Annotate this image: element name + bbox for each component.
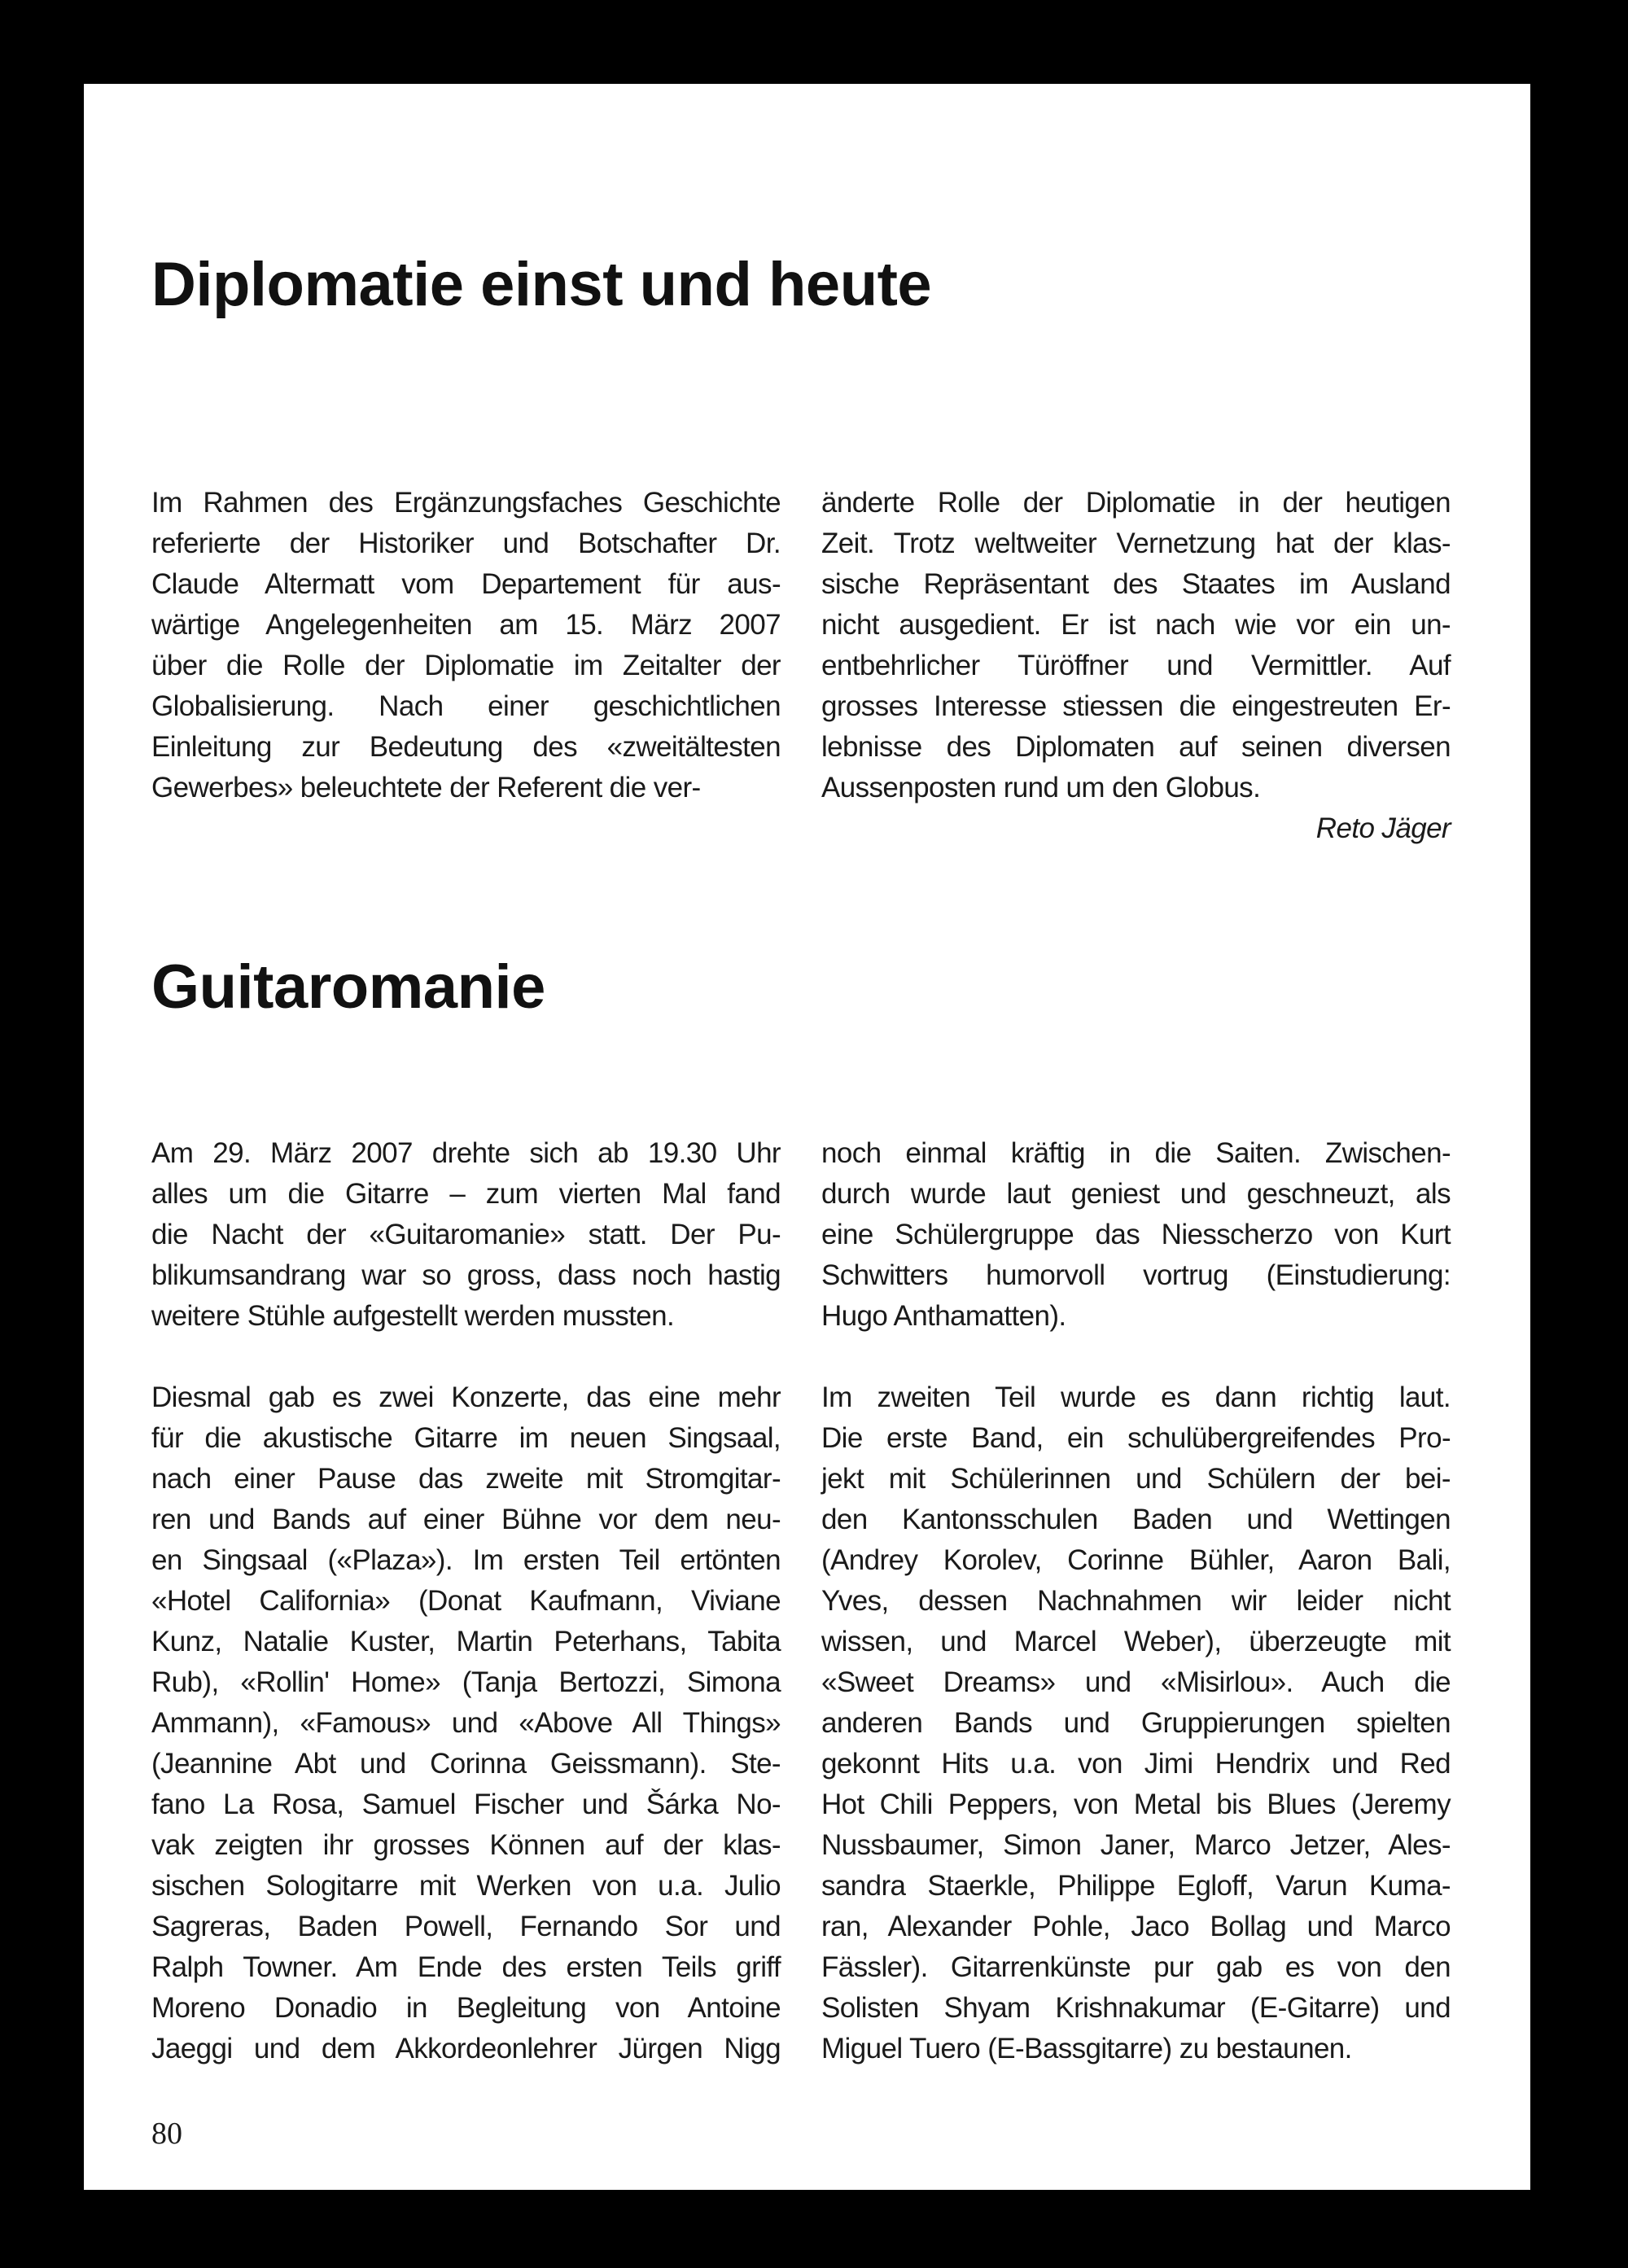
text-line: nicht ausgedient. Er ist nach wie vor ein un- xyxy=(821,609,1451,641)
text-line: Yves, dessen Nachnahmen wir leider nicht xyxy=(821,1585,1451,1617)
text-line: Aussenposten rund um den Globus. xyxy=(821,772,1261,803)
text-line: Hugo Anthamatten). xyxy=(821,1300,1066,1332)
text-line: jekt mit Schülerinnen und Schülern der bei- xyxy=(821,1463,1451,1495)
diplomatie-left-column xyxy=(151,483,781,808)
text-line: nach einer Pause das zweite mit Stromgitar- xyxy=(151,1463,781,1495)
diplomatie-right-column xyxy=(821,483,1451,808)
text-line: Globalisierung. Nach einer geschichtlichen xyxy=(151,690,781,722)
text-line: grosses Interesse stiessen die eingestreuten Er- xyxy=(821,690,1451,722)
author-block xyxy=(821,808,1451,849)
text-line: Gewerbes» beleuchtete der Referent die ver- xyxy=(151,772,701,803)
text-line: Jaeggi und dem Akkordeonlehrer Jürgen Nigg xyxy=(151,2033,781,2064)
article-title-diplomatie: Diplomatie einst und heute xyxy=(151,250,932,319)
article-title-guitaromanie: Guitaromanie xyxy=(151,952,545,1022)
text-line: alles um die Gitarre – zum vierten Mal fand xyxy=(151,1178,781,1210)
text-line: Im zweiten Teil wurde es dann richtig laut. xyxy=(821,1381,1451,1413)
text-line: Schwitters humorvoll vortrug (Einstudierung: xyxy=(821,1259,1451,1291)
text-line: Im Rahmen des Ergänzungsfaches Geschichte xyxy=(151,487,781,519)
text-line: Ammann), «Famous» und «Above All Things» xyxy=(151,1707,781,1739)
text-line: sandra Staerkle, Philippe Egloff, Varun Kuma- xyxy=(821,1870,1451,1902)
text-line: Ralph Towner. Am Ende des ersten Teils griff xyxy=(151,1951,781,1983)
page-number: 80 xyxy=(151,2117,182,2151)
text-line: ran, Alexander Pohle, Jaco Bollag und Marco xyxy=(821,1911,1451,1942)
text-line: änderte Rolle der Diplomatie in der heutigen xyxy=(821,487,1451,519)
text-line: Fässler). Gitarrenkünste pur gab es von den xyxy=(821,1951,1451,1983)
guitaromanie-left-p2 xyxy=(151,1377,781,2069)
text-line: vak zeigten ihr grosses Können auf der klas- xyxy=(151,1829,781,1861)
text-line: «Sweet Dreams» und «Misirlou». Auch die xyxy=(821,1666,1451,1698)
text-line: Kunz, Natalie Kuster, Martin Peterhans, Tabita xyxy=(151,1626,781,1657)
text-line: Die erste Band, ein schulübergreifendes Pro- xyxy=(821,1422,1451,1454)
text-line: blikumsandrang war so gross, dass noch hastig xyxy=(151,1259,781,1291)
guitaromanie-left-p1 xyxy=(151,1133,781,1337)
text-line: entbehrlicher Türöffner und Vermittler. Auf xyxy=(821,650,1451,681)
text-line: lebnisse des Diplomaten auf seinen diversen xyxy=(821,731,1451,763)
text-line: (Andrey Korolev, Corinne Bühler, Aaron Bali, xyxy=(821,1544,1451,1576)
text-line: Solisten Shyam Krishnakumar (E-Gitarre) und xyxy=(821,1992,1451,2024)
text-line: Miguel Tuero (E-Bassgitarre) zu bestaunen. xyxy=(821,2033,1352,2064)
text-line: ren und Bands auf einer Bühne vor dem neu- xyxy=(151,1504,781,1535)
document-page xyxy=(84,84,1530,2190)
text-line: Moreno Donadio in Begleitung von Antoine xyxy=(151,1992,781,2024)
text-line: wärtige Angelegenheiten am 15. März 2007 xyxy=(151,609,781,641)
text-line: Hot Chili Peppers, von Metal bis Blues (Jeremy xyxy=(821,1789,1451,1820)
text-line: eine Schülergruppe das Niesscherzo von Kurt xyxy=(821,1219,1451,1250)
text-line: Claude Altermatt vom Departement für aus- xyxy=(151,568,781,600)
text-line: noch einmal kräftig in die Saiten. Zwischen- xyxy=(821,1137,1451,1169)
text-line: anderen Bands und Gruppierungen spielten xyxy=(821,1707,1451,1739)
text-line: wissen, und Marcel Weber), überzeugte mit xyxy=(821,1626,1451,1657)
text-line: Einleitung zur Bedeutung des «zweitältesten xyxy=(151,731,781,763)
text-line: en Singsaal («Plaza»). Im ersten Teil ertönten xyxy=(151,1544,781,1576)
author-signature: Reto Jäger xyxy=(1315,812,1451,844)
text-line: Zeit. Trotz weltweiter Vernetzung hat der klas- xyxy=(821,528,1451,559)
guitaromanie-right-p2 xyxy=(821,1377,1451,2069)
text-line: gekonnt Hits u.a. von Jimi Hendrix und Red xyxy=(821,1748,1451,1780)
guitaromanie-right-p1 xyxy=(821,1133,1451,1337)
text-line: Diesmal gab es zwei Konzerte, das eine mehr xyxy=(151,1381,781,1413)
text-line: die Nacht der «Guitaromanie» statt. Der Pu- xyxy=(151,1219,781,1250)
text-line: über die Rolle der Diplomatie im Zeitalter der xyxy=(151,650,781,681)
text-line: Am 29. März 2007 drehte sich ab 19.30 Uhr xyxy=(151,1137,781,1169)
text-line: den Kantonsschulen Baden und Wettingen xyxy=(821,1504,1451,1535)
text-line: weitere Stühle aufgestellt werden mussten. xyxy=(151,1300,675,1332)
text-line: fano La Rosa, Samuel Fischer und Šárka No- xyxy=(151,1789,781,1820)
text-line: durch wurde laut geniest und geschneuzt, als xyxy=(821,1178,1451,1210)
text-line: (Jeannine Abt und Corinna Geissmann). Ste- xyxy=(151,1748,781,1780)
text-line: Nussbaumer, Simon Janer, Marco Jetzer, Ales- xyxy=(821,1829,1451,1861)
text-line: sischen Sologitarre mit Werken von u.a. Julio xyxy=(151,1870,781,1902)
text-line: «Hotel California» (Donat Kaufmann, Viviane xyxy=(151,1585,781,1617)
text-line: referierte der Historiker und Botschafter Dr. xyxy=(151,528,781,559)
text-line: Sagreras, Baden Powell, Fernando Sor und xyxy=(151,1911,781,1942)
text-line: sische Repräsentant des Staates im Ausland xyxy=(821,568,1451,600)
text-line: für die akustische Gitarre im neuen Singsaal, xyxy=(151,1422,781,1454)
text-line: Rub), «Rollin' Home» (Tanja Bertozzi, Simona xyxy=(151,1666,781,1698)
